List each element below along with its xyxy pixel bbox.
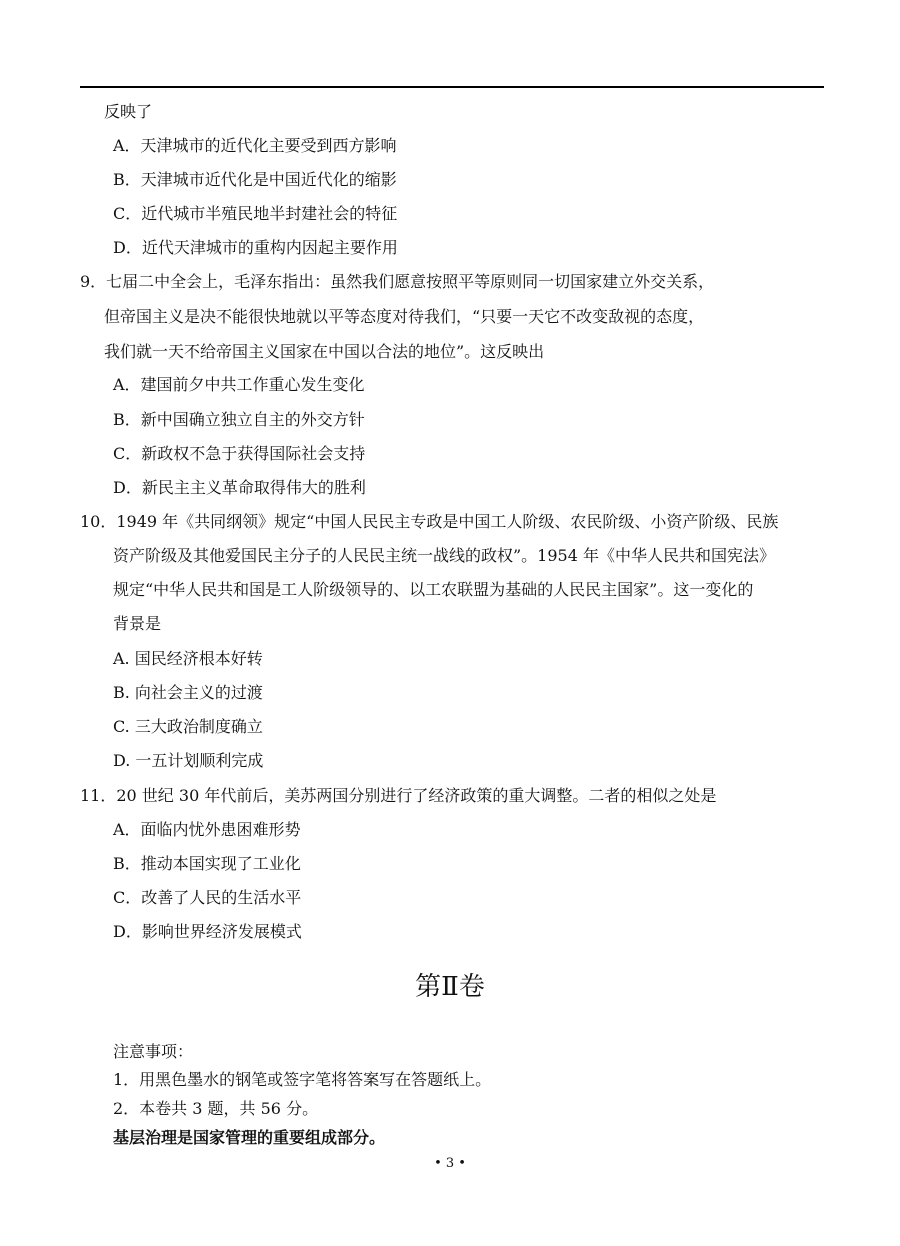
q9-option-a: A．建国前夕中共工作重心发生变化: [113, 375, 365, 394]
q10-option-b: B. 向社会主义的过渡: [113, 683, 263, 702]
q11-stem-line1: 11．20 世纪 30 年代前后，美苏两国分别进行了经济政策的重大调整。二者的相似之处是: [80, 786, 717, 805]
q10-option-a: A. 国民经济根本好转: [113, 649, 263, 668]
q9-stem-line3: 我们就一天不给帝国主义国家在中国以合法的地位”。这反映出: [104, 342, 545, 361]
section-title: 第Ⅱ卷: [415, 972, 485, 1002]
section-intro: 基层治理是国家管理的重要组成部分。: [113, 1128, 386, 1147]
q11-option-d: D．影响世界经济发展模式: [113, 922, 302, 941]
q8-option-d: D．近代天津城市的重构内因起主要作用: [113, 238, 398, 257]
page-number: • 3 •: [434, 1156, 466, 1171]
notes-heading: 注意事项：: [113, 1042, 194, 1061]
q9-stem-line2: 但帝国主义是决不能很快地就以平等态度对待我们，“只要一天它不改变敌视的态度，: [104, 307, 705, 326]
note-1: 1．用黑色墨水的钢笔或签字笔将答案写在答题纸上。: [113, 1070, 492, 1089]
q9-option-d: D．新民主主义革命取得伟大的胜利: [113, 478, 366, 497]
q10-stem-line3: 规定“中华人民共和国是工人阶级领导的、以工农联盟为基础的人民民主国家”。这一变化的: [113, 580, 754, 599]
q10-stem-line2: 资产阶级及其他爱国民主分子的人民民主统一战线的政权”。1954 年《中华人民共和国宪法》: [113, 546, 775, 565]
q10-option-d: D. 一五计划顺利完成: [113, 751, 264, 770]
q8-tail: 反映了: [104, 102, 153, 121]
q9-option-b: B．新中国确立独立自主的外交方针: [113, 410, 365, 429]
q10-option-c: C. 三大政治制度确立: [113, 717, 263, 736]
q9-option-c: C．新政权不急于获得国际社会支持: [113, 444, 366, 463]
q9-stem-line1: 9．七届二中全会上，毛泽东指出：虽然我们愿意按照平等原则同一切国家建立外交关系，: [80, 272, 715, 291]
q10-stem-line1: 10．1949 年《共同纲领》规定“中国人民民主专政是中国工人阶级、农民阶级、小资产阶级、民族: [80, 512, 779, 531]
q11-option-b: B．推动本国实现了工业化: [113, 854, 301, 873]
q11-option-c: C．改善了人民的生活水平: [113, 888, 302, 907]
q11-option-a: A．面临内忧外患困难形势: [113, 820, 301, 839]
q10-stem-line4: 背景是: [113, 614, 162, 633]
q8-option-a: A．天津城市的近代化主要受到西方影响: [113, 136, 397, 155]
q8-option-b: B．天津城市近代化是中国近代化的缩影: [113, 170, 397, 189]
header-rule: [80, 86, 824, 88]
q8-option-c: C．近代城市半殖民地半封建社会的特征: [113, 204, 398, 223]
note-2: 2．本卷共 3 题，共 56 分。: [113, 1099, 319, 1118]
